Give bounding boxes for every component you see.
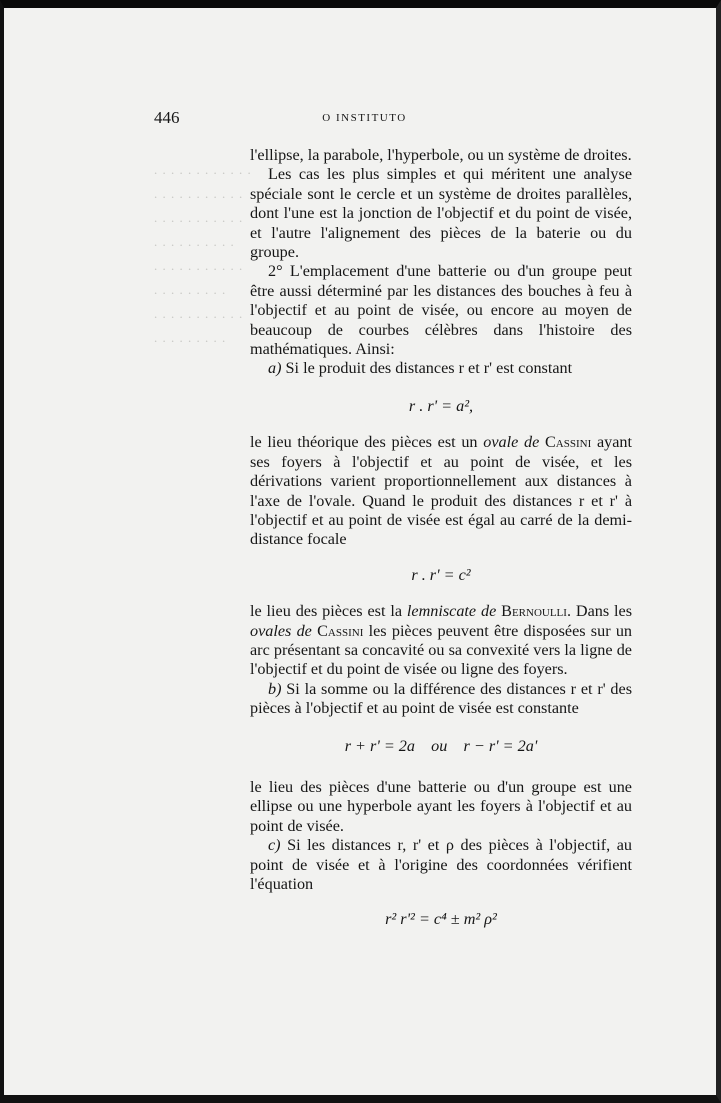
paragraph-a (250, 359, 632, 378)
paragraph-5: le lieu des pièces est la lemniscate de Bernoulli. Dans les ovales de Cassini les pièces peuvent être disposées sur un arc présentant sa concavité ou sa convexité vers la ligne de l'objectif et du point de visée ou ligne des foyers. (250, 602, 633, 679)
name-cassini: Cassini (545, 433, 592, 452)
paragraph-4: le lieu théorique des pièces est un ovale de Cassini ayant ses foyers à l'objectif et au point de visée, et les dérivations varient proportionnellement aux distances à l'axe de l'ovale. Quand le produit des distances r et r' à l'objectif et au point de visée est égal au carré de la demi-distance focale (250, 433, 633, 549)
paragraph-2: Les cas les plus simples et qui méritent une analyse spéciale sont le cercle et un système de droites parallèles, dont l'une est la jonction de l'objectif et du point de visée, et l'autre l'alignement des pièces de la baterie ou du groupe. (250, 165, 632, 262)
paragraph-6: le lieu des pièces d'une batterie ou d'un groupe est une ellipse ou une hyperbole ayant les foyers à l'objectif et au point de visée. (250, 777, 632, 835)
item-label-a: a) (268, 359, 282, 378)
item-text-b: Si la somme ou la différence des distances r et r' des pièces à l'objectif et au point de visée est constante (250, 679, 632, 718)
name-cassini-2: Cassini (317, 621, 364, 640)
running-head: O INSTITUTO (322, 112, 407, 124)
paragraph-1: l'ellipse, la parabole, l'hyperbole, ou un système de droites. (250, 146, 632, 164)
item-label-b: b) (268, 679, 282, 698)
equation-3: r + r' = 2a ou r − r' = 2a' (344, 736, 538, 755)
paragraph-3: 2° L'emplacement d'une batterie ou d'un groupe peut être aussi déterminé par les distances des bouches à feu à l'objectif et au point de visée, ou encore au moyen de beaucoup de courbes célèbres dans l'histoire des mathématiques. Ainsi: (250, 262, 632, 359)
name-bernoulli: Bernoulli (501, 602, 567, 621)
equation-4: r² r'² = c⁴ ± m² ρ² (385, 910, 497, 929)
equation-1: r . r' = a², (408, 396, 474, 415)
item-label-c: c) (268, 836, 281, 855)
item-text-c: Si les distances r, r' et ρ des pièces à l'objectif, au point de visée et à l'origine des coordonnées vérifient l'équation (250, 836, 632, 893)
item-text-a: Si le produit des distances r et r' est constant (285, 359, 573, 378)
equation-2: r . r' = c² (411, 565, 471, 584)
bleed-through-text: . . . . . . . . . . . . . . . . . . . . . . . . . . . . . . . . . . . . . . . . . . . . . . . . . . . . . . . . . . . . . . . . . . . . . . . . . . . . . . . . . . . . (154, 162, 252, 345)
paragraph-b (250, 680, 632, 719)
paragraph-c (250, 836, 632, 894)
page-number: 446 (154, 108, 180, 127)
page-body (250, 146, 632, 930)
